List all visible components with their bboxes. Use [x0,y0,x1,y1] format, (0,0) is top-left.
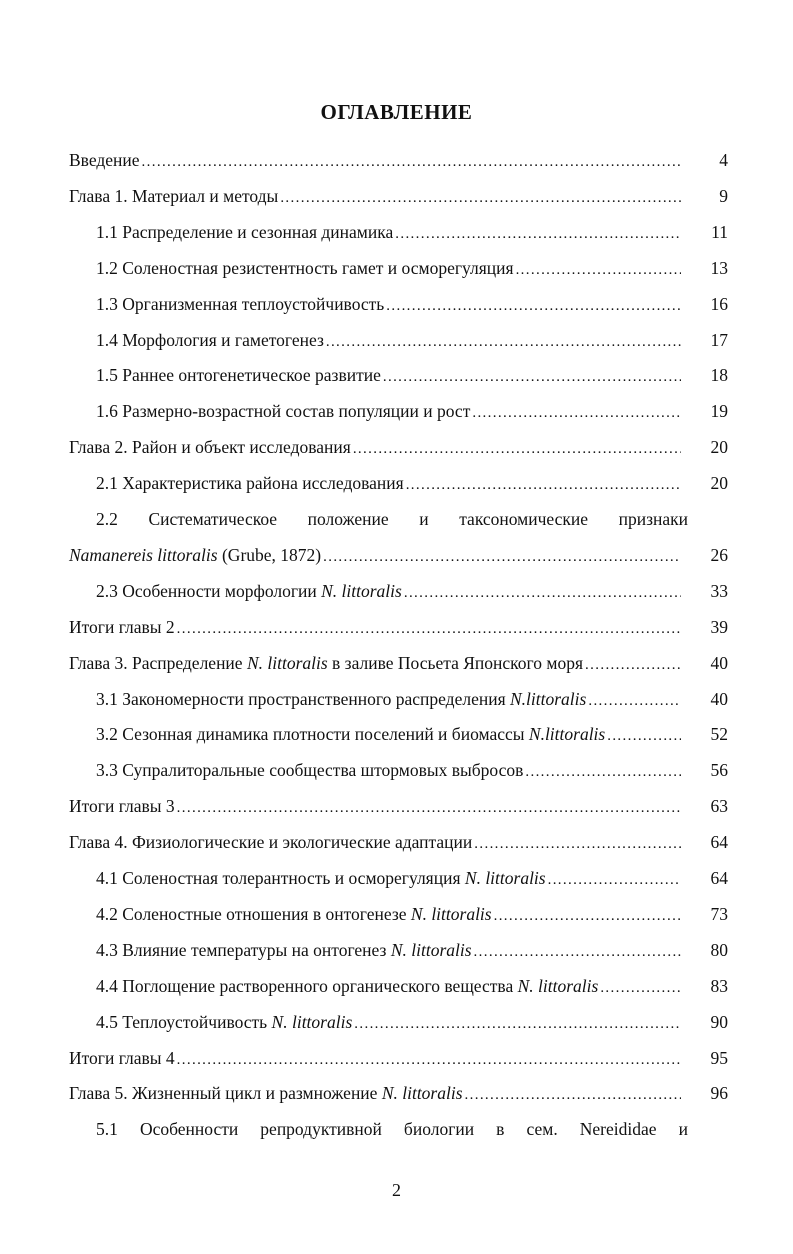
heading-word: 5.1 [96,1119,118,1140]
page-title: ОГЛАВЛЕНИЕ [320,100,473,124]
toc-entry-text: Глава 4. Физиологические и экологические адаптации [69,832,473,853]
toc-entry[interactable] [69,435,683,459]
toc-entry-text: Глава 1. Материал и методы [69,185,279,206]
heading-word: Особенности [139,1119,239,1140]
toc-entry[interactable] [69,148,683,172]
heading-word: репродуктивной [260,1119,382,1140]
toc-entry-label [69,1046,175,1070]
toc-entry-text: Глава 3. Распределение [69,652,247,673]
toc-entry[interactable] [96,722,683,746]
toc-entry-text: Итоги главы 4 [69,1047,175,1068]
toc-entry[interactable] [69,615,683,639]
toc-entry[interactable] [96,866,683,890]
toc-page-number: 20 [710,437,728,458]
toc-entry-species: N.littoralis [510,688,587,709]
toc-entry-label [96,722,605,746]
toc-entry-label [69,543,321,567]
toc-entry[interactable] [69,1046,683,1070]
toc-entry-species: N. littoralis [464,868,546,888]
toc-entry-text: 4.5 Теплоустойчивость [96,1011,272,1032]
dot-leader [494,902,681,928]
toc-entry-label [96,938,472,962]
toc-entry[interactable] [96,220,683,244]
toc-entry-label [96,758,523,782]
dot-leader [404,579,681,605]
toc-page-number: 33 [710,580,728,601]
toc-entry[interactable] [96,292,683,316]
toc-entry-text: 1.4 Морфология и гаметогенез [96,329,324,350]
toc-entry-label [69,794,175,818]
dot-leader [600,974,681,1000]
toc-entry-text: в заливе Посьета Японского моря [327,652,584,673]
toc-page-number: 73 [710,903,728,924]
page-number: 2 [392,1180,401,1200]
toc-page-number: 64 [710,868,728,888]
toc-entry-text: 2.1 Характеристика района исследования [96,473,404,494]
heading-word: и [678,1119,688,1140]
toc-entry-label [96,363,381,387]
toc-page-number: 4 [719,150,728,170]
toc-entry-text: 4.2 Соленостные отношения в онтогенезе [96,903,411,924]
toc-entry-heading-line [96,1117,688,1141]
toc-entry[interactable] [69,794,683,818]
heading-word: сем. [526,1119,558,1140]
dot-leader [353,435,681,461]
toc-entry-label [96,292,384,316]
toc-entry[interactable] [69,184,683,208]
dot-leader [326,328,681,354]
dot-leader [474,830,681,856]
dot-leader [472,399,681,425]
dot-leader [177,1046,681,1072]
toc-entry-text: Итоги главы 3 [69,796,175,817]
toc-entry-label [96,399,470,423]
toc-entry[interactable] [96,974,683,998]
heading-word: Систематическое [148,509,278,529]
toc-entry-label [69,148,140,172]
toc-entry-text: 1.5 Раннее онтогенетическое развитие [96,365,381,386]
toc-entry[interactable] [69,830,683,854]
dot-leader [383,363,681,389]
toc-entry[interactable] [69,1081,683,1105]
heading-word: и [419,509,429,529]
toc-entry-label [96,1010,352,1034]
toc-entry-text: 3.2 Сезонная динамика плотности поселений и биомассы [96,724,529,745]
toc-entry-text: 1.2 Соленостная резистентность гамет и осморегуляция [96,257,514,278]
dot-leader [588,687,681,713]
toc-page-number: 13 [710,257,728,278]
toc-entry-label [96,866,546,890]
toc-page-number: 18 [710,365,728,386]
toc-entry[interactable] [96,256,683,280]
toc-page-number: 95 [710,1047,728,1068]
toc-entry-species: Namanereis littoralis [69,544,218,565]
heading-word: Nereididae [579,1119,657,1140]
toc-entry[interactable] [96,687,683,711]
toc-entry-label [96,579,402,603]
toc-entry-label [96,220,393,244]
toc-entry-label [69,830,472,854]
dot-leader [354,1010,681,1036]
toc-entry-text: 1.3 Организменная теплоустойчивость [96,293,385,314]
toc-entry-species: N.littoralis [528,724,606,745]
dot-leader [280,184,681,210]
dot-leader [516,256,681,282]
toc-entry-text: 1.6 Размерно-возрастной состав популяции и рост [96,401,471,422]
heading-word: признаки [618,509,688,529]
toc-entry-label [96,902,492,926]
toc-entry-text: Глава 2. Район и объект исследования [69,437,351,458]
heading-word: 2.2 [96,509,118,529]
toc-entry-species: N. littoralis [321,580,402,601]
toc-entry-label [96,687,586,711]
toc-page-number: 52 [710,724,728,745]
toc-entry-species: N. littoralis [390,939,472,960]
toc-entry[interactable] [96,399,683,423]
toc-entry-label [96,256,514,280]
dot-leader [177,794,681,820]
dot-leader [607,722,681,748]
toc-entry-label [96,974,598,998]
dot-leader [395,220,681,246]
toc-page-number: 83 [710,975,728,996]
toc-entry-species: N. littoralis [271,1011,353,1032]
dot-leader [323,543,681,569]
dot-leader [474,938,681,964]
toc-entry-text: 2.3 Особенности морфологии [96,580,322,601]
toc-page-number: 9 [719,185,728,206]
toc-entry-species: N. littoralis [410,903,492,924]
toc-entry[interactable] [96,938,683,962]
toc-entry-label [69,651,583,675]
toc-page-number: 26 [710,544,728,565]
toc-page-number: 90 [710,1011,728,1032]
dot-leader [525,758,681,784]
toc-page-number: 80 [710,939,728,960]
toc-page-number: 11 [711,221,728,242]
toc-entry[interactable] [69,543,683,567]
toc-entry-text: 4.1 Соленостная толерантность и осморегуляция [96,868,465,888]
toc-entry[interactable] [96,328,683,352]
toc-page-number: 20 [710,473,728,494]
toc-entry[interactable] [96,579,683,603]
heading-word: таксономические [459,509,589,529]
toc-entry-text: Введение [69,150,140,170]
toc-entry-text: (Grube, 1872) [217,544,322,565]
toc-entry-label [96,471,404,495]
toc-entry-text: 4.4 Поглощение растворенного органического вещества [96,975,518,996]
toc-entry-label [96,328,324,352]
heading-word: биологии [403,1119,475,1140]
toc-entry[interactable] [96,471,683,495]
dot-leader [465,1081,681,1107]
toc-page-number: 19 [710,401,728,422]
toc-entry[interactable] [96,902,683,926]
toc-page-number: 16 [710,293,728,314]
toc-entry-species: N. littoralis [517,975,599,996]
dot-leader [142,148,681,174]
toc-page-number: 96 [710,1083,728,1104]
dot-leader [406,471,681,497]
toc-entry-text: 3.3 Супралиторальные сообщества штормовых выбросов [96,760,524,781]
toc-entry[interactable] [96,363,683,387]
toc-page-number: 56 [710,760,728,781]
heading-word: положение [307,509,389,529]
dot-leader [386,292,681,318]
dot-leader [585,651,681,677]
toc-entry-species: N. littoralis [381,1083,463,1104]
toc-page-number: 40 [710,688,728,709]
toc-entry-text: Глава 5. Жизненный цикл и размножение [69,1083,382,1104]
toc-entry-text: 3.1 Закономерности пространственного распределения [96,688,510,709]
toc-page-number: 40 [710,652,728,673]
toc-entry[interactable] [96,1010,683,1034]
toc-page-number: 63 [710,796,728,817]
toc-entry-text: 4.3 Влияние температуры на онтогенез [96,939,391,960]
toc-page-number: 17 [710,329,728,350]
toc-entry-label [69,184,278,208]
toc-entry[interactable] [69,651,683,675]
toc-entry[interactable] [96,758,683,782]
toc-entry-label [69,435,351,459]
toc-entry-species: N. littoralis [246,652,328,673]
toc-entry-label [69,615,175,639]
toc-page-number: 64 [710,832,728,853]
toc-page-number: 39 [710,616,728,637]
toc-entry-label [69,1081,463,1105]
dot-leader [548,866,681,892]
toc-entry-text: 1.1 Распределение и сезонная динамика [96,221,394,242]
heading-word: в [496,1119,505,1140]
toc-entry-text: Итоги главы 2 [69,616,175,637]
toc-entry-heading-line [96,507,688,531]
dot-leader [177,615,681,641]
